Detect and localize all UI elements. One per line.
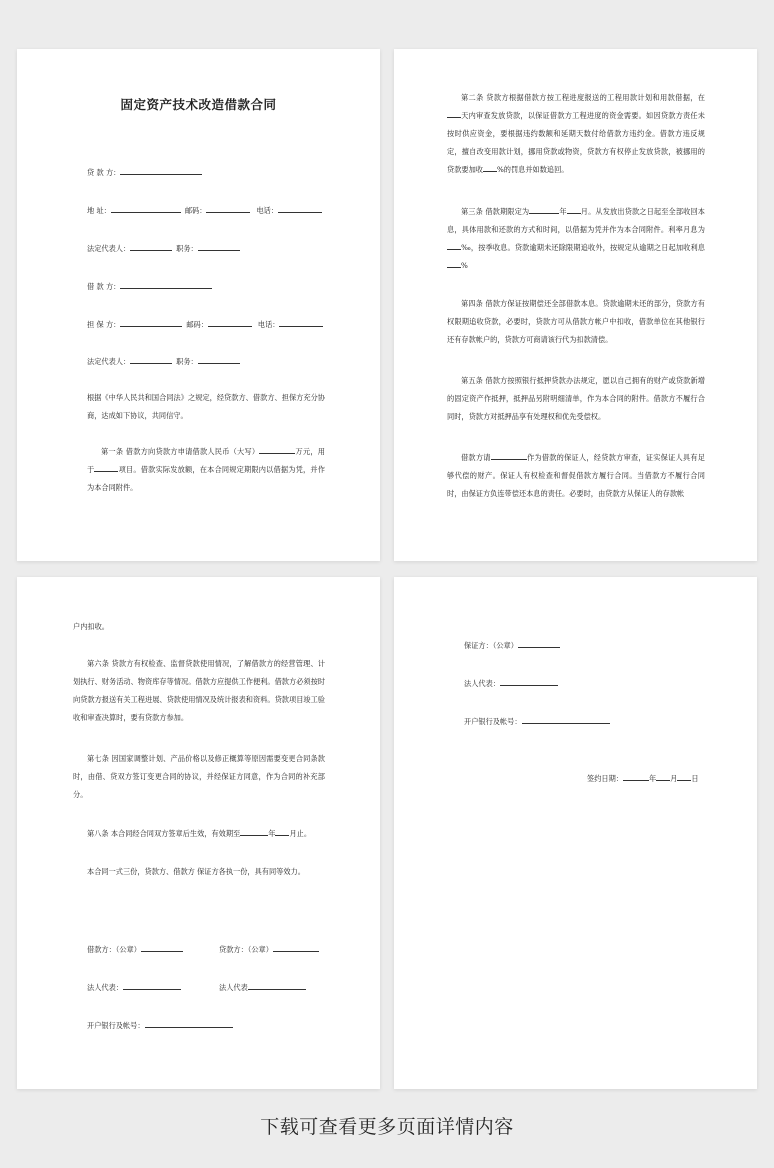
sign-month-label: 月 (670, 774, 678, 783)
intro-paragraph: 根据《中华人民共和国合同法》之规定，经贷款方、借款方、担保方充分协商，达成如下协议，共同信守。 (87, 393, 325, 420)
continuation-text: 户内扣收。 (73, 622, 109, 631)
borrower-seal-label: 借款方：（公章） (87, 945, 141, 954)
download-prompt: 下载可查看更多页面详情内容 (260, 1116, 514, 1138)
borrower-field (87, 281, 212, 291)
bank-account-field (87, 1020, 233, 1030)
legal-rep-field-1 (87, 243, 240, 253)
sign-year-label: 年 (648, 774, 657, 783)
address-blank (111, 205, 181, 213)
postcode-blank-2 (208, 319, 252, 327)
bank-account-label: 开户银行及帐号： (87, 1021, 145, 1030)
article-2-part-b: 天内审查发放贷款，以保证借款方工程进度的资金需要。如因贷款方责任未按时供应资金，要根据违约数额和延期天数付给借款方违约金。借款方违反规定，擅自改变用款计划，挪用贷款或物资，贷款方有权停止发放贷款，被挪用的贷款要加收 (447, 111, 705, 174)
phone-blank-2 (279, 319, 323, 327)
article-8-part-a: 第八条 本合同经合同双方签章后生效，有效期至 (87, 829, 241, 838)
term-month-blank (567, 206, 581, 214)
guarantor-seal-label: 保证方：（公章） (464, 641, 518, 650)
copies-clause: 本合同一式三份，贷款方、借款方 保证方各执一份，具有同等效力。 (87, 867, 305, 876)
lender-seal-label: 贷款方：（公章） (219, 945, 273, 954)
address-label: 地 址： (87, 206, 111, 215)
guarantor-name-blank (491, 452, 527, 460)
position-blank (198, 243, 240, 251)
phone-blank (278, 205, 322, 213)
sign-day-blank (677, 773, 691, 781)
article-2-part-a: 第二条 贷款方根据借款方按工程进度报送的工程用款计划和用款借据，在 (461, 93, 705, 102)
phone-label-2: 电话： (257, 320, 280, 329)
article-1 (87, 443, 325, 497)
guarantor-field (87, 319, 323, 329)
borrower-legal-rep-label: 法人代表： (87, 983, 123, 992)
article-6: 第六条 贷款方有权检查、监督贷款使用情况，了解借款方的经营管理、计划执行、财务活动、物资库存等情况。借款方应提供工作便利。借款方必须按时向贷款方报送有关工程进展、贷款使用情况及统计报表和资料。贷款项目竣工验收和审查决算时，要有贷款方参加。 (73, 659, 325, 722)
borrower-label: 借 款 方： (87, 282, 121, 291)
term-year-blank (529, 206, 559, 214)
guarantor-clause-part-b: 作为借款的保证人，经贷款方审查，证实保证人具有足够代偿的财产。保证人有权检查和督促借款方履行合同。当借款方不履行合同时，由保证方负连带偿还本息的责任。必要时，由贷款方从保证人的存款帐 (447, 453, 705, 498)
article-2 (447, 89, 705, 179)
lender-field (87, 167, 202, 177)
lender-legal-rep-label: 法人代表 (219, 983, 248, 992)
guarantor-seal-blank (518, 640, 560, 648)
article-3-part-d: ‰，按季收息。贷款逾期未还除限期追收外，按规定从逾期之日起加收利息 (461, 243, 705, 252)
article-4: 第四条 借款方保证按期偿还全部借款本息。贷款逾期未还的部分，贷款方有权限期追收贷款，必要时，贷款方可从借款方帐户中扣收，借款单位在其他银行还有存款帐户的，贷款方可商请该行代为扣款清偿。 (447, 299, 705, 344)
lender-seal-field (219, 944, 319, 954)
legal-rep-field-2 (87, 356, 240, 366)
position-label: 职务： (176, 244, 198, 253)
valid-month-blank (275, 828, 289, 836)
legal-rep-blank-2 (130, 356, 172, 364)
penalty-rate-blank (483, 164, 497, 172)
guarantor-bank-label: 开户银行及帐号： (464, 717, 522, 726)
guarantor-seal-field (464, 640, 560, 650)
guarantor-blank (120, 319, 182, 327)
legal-rep-blank (130, 243, 172, 251)
borrower-seal-field (87, 944, 183, 954)
amount-blank (259, 446, 295, 454)
article-8-part-b: 年 (268, 829, 276, 838)
document-page-3 (17, 577, 380, 1089)
article-3 (447, 203, 705, 275)
sign-day-label: 日 (691, 774, 699, 783)
phone-label: 电话： (256, 206, 279, 215)
lender-legal-rep-blank (248, 982, 306, 990)
article-7: 第七条 因国家调整计划、产品价格以及修正概算等原因需要变更合同条款时，由借、贷双方签订变更合同的协议，并经保证方同意，作为合同的补充部分。 (73, 754, 325, 799)
article-3-part-b: 年 (559, 207, 567, 216)
guarantor-clause (447, 449, 705, 503)
address-field (87, 205, 322, 215)
contract-title: 固定资产技术改造借款合同 (120, 97, 277, 112)
article-3-part-e: % (461, 261, 468, 270)
project-blank (94, 464, 118, 472)
article-3-part-a: 第三条 借款期限定为 (461, 207, 530, 216)
borrower-legal-rep-field (87, 982, 181, 992)
article-5: 第五条 借款方按照银行抵押贷款办法规定，愿以自己拥有的财产或贷款新增的固定资产作抵押，抵押品另附明细清单，作为本合同的附件。借款方不履行合同时，贷款方对抵押品享有处理权和优先受偿权。 (447, 376, 705, 421)
borrower-blank (120, 281, 212, 289)
postcode-label-2: 邮码： (186, 320, 208, 329)
lender-seal-blank (273, 944, 319, 952)
article-1-part-a: 第一条 借款方向贷款方申请借款人民币（大写） (101, 447, 260, 456)
bank-account-blank (145, 1020, 233, 1028)
guarantor-legal-rep-blank (500, 678, 558, 686)
document-page-2 (394, 49, 757, 561)
borrower-seal-blank (141, 944, 183, 952)
legal-rep-label-2: 法定代表人： (87, 357, 131, 366)
guarantor-bank-field (464, 716, 610, 726)
lender-blank (120, 167, 202, 175)
document-page-1 (17, 49, 380, 561)
sign-year-blank (623, 773, 649, 781)
legal-rep-label: 法定代表人： (87, 244, 131, 253)
postcode-label: 邮码： (184, 206, 207, 215)
article-8-part-c: 月止。 (289, 829, 312, 838)
lender-label: 贷 款 方： (87, 168, 121, 177)
postcode-blank (206, 205, 250, 213)
article-8 (73, 825, 325, 843)
guarantor-bank-blank (522, 716, 610, 724)
article-1-part-c: 项目。借款实际发放额，在本合同规定期限内以借据为凭，并作为本合同附件。 (87, 465, 325, 492)
sign-month-blank (656, 773, 670, 781)
guarantor-clause-part-a: 借款方请 (461, 453, 491, 462)
sign-date-label: 签约日期： (587, 774, 623, 783)
article-2-part-c: %的罚息并如数追回。 (496, 165, 569, 174)
lender-legal-rep-field (219, 982, 306, 992)
valid-year-blank (240, 828, 268, 836)
monthly-rate-blank (447, 242, 461, 250)
article-3-part-c: 月。从发放出贷款之日起至全部收回本息，具体用款和还款的方式和时间，以借据为凭并作为本合同附件。利率月息为 (447, 207, 705, 234)
borrower-legal-rep-blank (123, 982, 181, 990)
position-label-2: 职务： (176, 357, 198, 366)
document-page-4 (394, 577, 757, 1089)
overdue-rate-blank (447, 260, 461, 268)
guarantor-legal-rep-label: 法人代表： (464, 679, 500, 688)
position-blank-2 (198, 356, 240, 364)
article-1-part-b: 万元，用于 (87, 447, 325, 474)
guarantor-legal-rep-field (464, 678, 558, 688)
guarantor-label: 担 保 方： (87, 320, 121, 329)
sign-date-field (587, 773, 699, 783)
days-blank (447, 110, 461, 118)
